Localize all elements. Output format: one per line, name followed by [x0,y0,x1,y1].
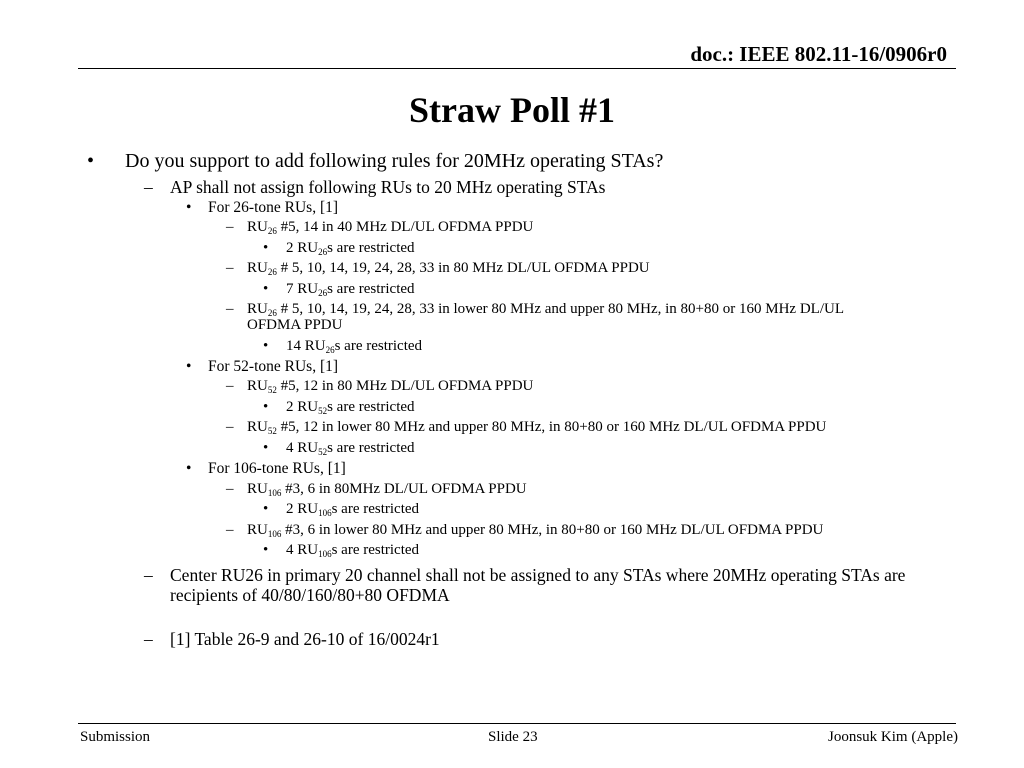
list-item-ru52-80mhz: $RU_{52}$ #5, 12 in 80 MHz DL/UL OFDMA PPDU [247,378,534,395]
bullet-marker: • [263,240,269,256]
bullet-marker: • [186,199,192,216]
document-id: doc.: IEEE 802.11-16/0906r0 [690,42,947,66]
dash-marker: – [226,378,234,394]
header-divider [78,68,956,69]
question-text: Do you support to add following rules for 20MHz operating STAs? [125,150,664,172]
list-item-restricted: 2 $RU_{106}s$ are restricted [286,501,420,518]
dash-marker: – [144,565,153,585]
list-item-restricted: 4 $RU_{106}s$ are restricted [286,542,420,559]
footer-slide-number: Slide 23 [488,729,538,745]
bullet-marker: • [263,338,269,354]
list-item-restricted: 2 $RU_{52}s$ are restricted [286,399,415,416]
list-item-ru106-80mhz: $RU_{106}$ #3, 6 in 80MHz DL/UL OFDMA PPDU [247,481,527,498]
list-item-restricted: 14 $RU_{26}s$ are restricted [286,338,423,355]
list-item-26-tone: For 26-tone RUs, [1] [208,199,339,216]
dash-marker: – [144,629,153,649]
bullet-marker: • [263,501,269,517]
list-item-ru26-160mhz: $RU_{26}$ # 5, 10, 14, 19, 24, 28, 33 in lower 80 MHz and upper 80 MHz, in 80+80 or 160 MHz DL/UL OFDMA PPDU [247,301,844,333]
center-ru26-rule-text: Center RU26 in primary 20 channel shall not be assigned to any STAs where 20MHz operating STAs are recipients of 40/80/160/80+80 OFDMA [170,565,906,605]
reference-text: [1] Table 26-9 and 26-10 of 16/0024r1 [170,629,440,649]
list-item-restricted: 4 $RU_{52}s$ are restricted [286,440,415,457]
list-item-52-tone: For 52-tone RUs, [1] [208,358,339,375]
footer-divider [78,723,956,724]
rule-text: AP shall not assign following RUs to 20 MHz operating STAs [170,177,606,197]
list-item-restricted: 7 $RU_{26}s$ are restricted [286,281,415,298]
list-item-restricted: 2 $RU_{26}s$ are restricted [286,240,415,257]
dash-marker: – [226,481,234,497]
dash-marker: – [144,177,153,197]
bullet-marker: • [87,150,95,172]
dash-marker: – [226,419,234,435]
bullet-marker: • [263,399,269,415]
bullet-marker: • [186,460,192,477]
dash-marker: – [226,522,234,538]
list-item-ru106-160mhz: $RU_{106}$ #3, 6 in lower 80 MHz and upper 80 MHz, in 80+80 or 160 MHz DL/UL OFDMA PPDU [247,522,824,539]
footer-submission: Submission [80,729,151,745]
dash-marker: – [226,301,234,317]
bullet-marker: • [186,358,192,375]
list-item-ru26-80mhz: $RU_{26}$ # 5, 10, 14, 19, 24, 28, 33 in 80 MHz DL/UL OFDMA PPDU [247,260,650,277]
footer-author: Joonsuk Kim (Apple) [828,729,958,745]
slide-title: Straw Poll #1 [409,90,615,130]
bullet-marker: • [263,281,269,297]
dash-marker: – [226,219,234,235]
bullet-marker: • [263,542,269,558]
list-item-106-tone: For 106-tone RUs, [1] [208,460,346,477]
dash-marker: – [226,260,234,276]
list-item-ru52-160mhz: $RU_{52}$ #5, 12 in lower 80 MHz and upper 80 MHz, in 80+80 or 160 MHz DL/UL OFDMA PPDU [247,419,827,436]
list-item-ru26-40mhz: $RU_{26}$ #5, 14 in 40 MHz DL/UL OFDMA PPDU [247,219,534,236]
bullet-marker: • [263,440,269,456]
